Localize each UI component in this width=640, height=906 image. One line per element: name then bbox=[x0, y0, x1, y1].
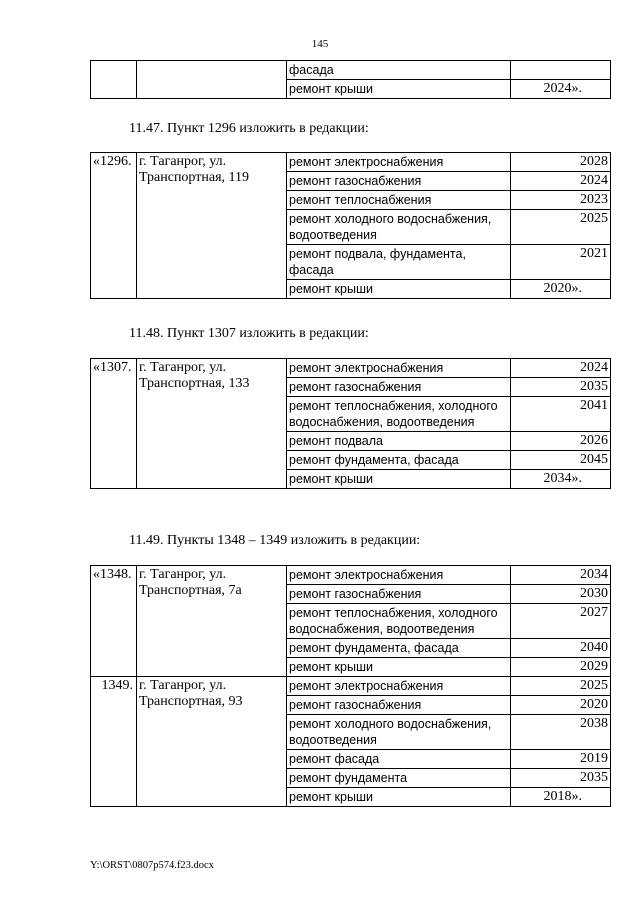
year-cell: 2025 bbox=[511, 210, 611, 245]
year-cell: 2040 bbox=[511, 639, 611, 658]
number-cell: «1348. bbox=[91, 566, 137, 677]
work-cell: ремонт электроснабжения bbox=[287, 566, 511, 585]
work-cell: ремонт газоснабжения bbox=[287, 172, 511, 191]
table-row bbox=[91, 61, 611, 80]
year-cell: 2025 bbox=[511, 677, 611, 696]
work-cell: ремонт фундамента, фасада bbox=[287, 639, 511, 658]
address-cell: г. Таганрог, ул. Транспортная, 133 bbox=[137, 359, 287, 489]
work-cell: ремонт подвала, фундамента, фасада bbox=[287, 245, 511, 280]
table-row bbox=[91, 153, 611, 172]
page-number: 145 bbox=[311, 38, 329, 50]
work-cell: ремонт фундамента, фасада bbox=[287, 451, 511, 470]
address-cell: г. Таганрог, ул. Транспортная, 7а bbox=[137, 566, 287, 677]
work-cell: ремонт электроснабжения bbox=[287, 359, 511, 378]
table-row bbox=[91, 566, 611, 585]
address-cell: г. Таганрог, ул. Транспортная, 93 bbox=[137, 677, 287, 807]
number-cell: «1296. bbox=[91, 153, 137, 299]
year-cell: 2030 bbox=[511, 585, 611, 604]
work-cell: ремонт крыши bbox=[287, 470, 511, 489]
continuation-table bbox=[90, 60, 611, 99]
work-cell: ремонт крыши bbox=[287, 280, 511, 299]
year-cell: 2020». bbox=[511, 280, 611, 299]
section-heading: 11.47. Пункт 1296 изложить в редакции: bbox=[129, 121, 369, 136]
work-cell: ремонт крыши bbox=[287, 80, 511, 99]
number-cell bbox=[91, 61, 137, 99]
work-cell: ремонт крыши bbox=[287, 658, 511, 677]
year-cell: 2024 bbox=[511, 172, 611, 191]
address-cell bbox=[137, 61, 287, 99]
work-cell: ремонт крыши bbox=[287, 788, 511, 807]
year-cell: 2035 bbox=[511, 769, 611, 788]
year-cell: 2038 bbox=[511, 715, 611, 750]
year-cell: 2023 bbox=[511, 191, 611, 210]
year-cell: 2019 bbox=[511, 750, 611, 769]
year-cell: 2029 bbox=[511, 658, 611, 677]
table-1348-1349 bbox=[90, 565, 611, 807]
work-cell: ремонт фасада bbox=[287, 750, 511, 769]
year-cell: 2028 bbox=[511, 153, 611, 172]
work-cell: ремонт теплоснабжения, холодного водоснабжения, водоотведения bbox=[287, 397, 511, 432]
work-cell: ремонт холодного водоснабжения, водоотведения bbox=[287, 715, 511, 750]
work-cell: ремонт электроснабжения bbox=[287, 677, 511, 696]
table-1307 bbox=[90, 358, 611, 489]
number-cell: «1307. bbox=[91, 359, 137, 489]
year-cell: 2024 bbox=[511, 359, 611, 378]
year-cell: 2024». bbox=[511, 80, 611, 99]
year-cell: 2045 bbox=[511, 451, 611, 470]
section-heading: 11.49. Пункты 1348 – 1349 изложить в редакции: bbox=[129, 533, 421, 548]
footer-file-path: Y:\ORST\0807p574.f23.docx bbox=[90, 860, 214, 871]
work-cell: ремонт теплоснабжения, холодного водоснабжения, водоотведения bbox=[287, 604, 511, 639]
year-cell: 2026 bbox=[511, 432, 611, 451]
year-cell: 2027 bbox=[511, 604, 611, 639]
work-cell: ремонт подвала bbox=[287, 432, 511, 451]
year-cell: 2034». bbox=[511, 470, 611, 489]
year-cell: 2021 bbox=[511, 245, 611, 280]
section-heading: 11.48. Пункт 1307 изложить в редакции: bbox=[129, 326, 369, 341]
year-cell: 2020 bbox=[511, 696, 611, 715]
year-cell bbox=[511, 61, 611, 80]
year-cell: 2041 bbox=[511, 397, 611, 432]
work-cell: ремонт холодного водоснабжения, водоотведения bbox=[287, 210, 511, 245]
work-cell: ремонт газоснабжения bbox=[287, 378, 511, 397]
year-cell: 2018». bbox=[511, 788, 611, 807]
work-cell: фасада bbox=[287, 61, 511, 80]
year-cell: 2034 bbox=[511, 566, 611, 585]
work-cell: ремонт теплоснабжения bbox=[287, 191, 511, 210]
table-row bbox=[91, 359, 611, 378]
work-cell: ремонт газоснабжения bbox=[287, 696, 511, 715]
work-cell: ремонт газоснабжения bbox=[287, 585, 511, 604]
number-cell: 1349. bbox=[91, 677, 137, 807]
work-cell: ремонт электроснабжения bbox=[287, 153, 511, 172]
table-row bbox=[91, 677, 611, 696]
table-1296 bbox=[90, 152, 611, 299]
address-cell: г. Таганрог, ул. Транспортная, 119 bbox=[137, 153, 287, 299]
year-cell: 2035 bbox=[511, 378, 611, 397]
work-cell: ремонт фундамента bbox=[287, 769, 511, 788]
